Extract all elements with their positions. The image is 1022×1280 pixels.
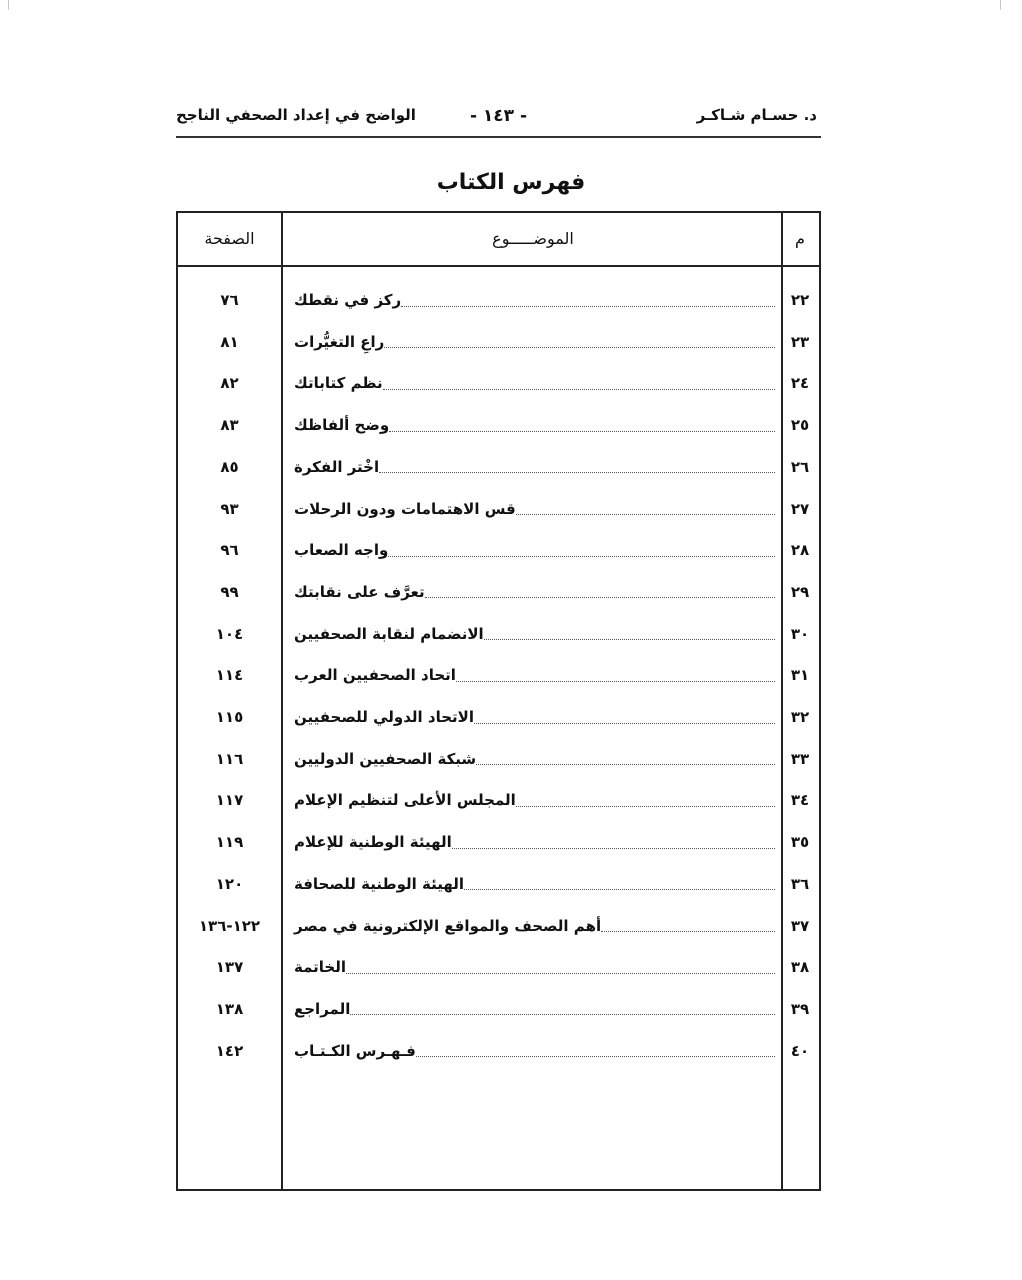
dotted-leader <box>464 889 775 890</box>
toc-row <box>178 654 819 696</box>
toc-row-topic: أهم الصحف والمواقع الإلكترونية في مصر <box>294 916 602 935</box>
page-edge-mark-left <box>8 0 9 10</box>
toc-row <box>178 571 819 613</box>
toc-row-topic-cell <box>288 571 775 613</box>
dotted-leader <box>346 973 775 974</box>
toc-row <box>178 738 819 780</box>
toc-row-topic: المجلس الأعلى لتنظيم الإعلام <box>294 791 516 810</box>
toc-row-topic: راعِ التغيُّرات <box>294 332 385 351</box>
toc-row-page: ٨٣ <box>220 416 239 435</box>
toc-row-page: ١٢٢-١٣٦ <box>198 916 261 935</box>
toc-row-topic-cell <box>288 446 775 488</box>
toc-row-number: ٢٩ <box>790 582 810 601</box>
toc-row-topic-cell <box>288 613 775 655</box>
toc-row-topic: الهيئة الوطنية للإعلام <box>294 833 452 852</box>
toc-row-page: ١٠٤ <box>215 624 244 643</box>
toc-row-page: ١١٧ <box>215 791 244 810</box>
header-book-title: الواضح في إعداد الصحفي الناجح <box>176 106 416 124</box>
toc-row-page: ١٣٧ <box>215 958 244 977</box>
toc-row-number: ٣١ <box>790 666 810 685</box>
toc-row-number: ٣٨ <box>790 958 810 977</box>
toc-row-number: ٢٢ <box>790 291 810 309</box>
toc-row-number: ٣٥ <box>790 833 810 852</box>
toc-row-page: ٨١ <box>220 332 239 351</box>
dotted-leader <box>484 639 775 640</box>
toc-row-topic-cell <box>288 1030 775 1072</box>
toc-row-page: ١١٩ <box>215 833 244 852</box>
header-page-number: - ١٤٣ - <box>469 106 528 126</box>
toc-row <box>178 696 819 738</box>
toc-row-topic-cell <box>288 905 775 947</box>
dotted-leader <box>416 1056 775 1057</box>
dotted-leader <box>456 681 775 682</box>
dotted-leader <box>474 723 775 724</box>
toc-row-number: ٢٥ <box>790 416 810 435</box>
toc-row <box>178 404 819 446</box>
toc-row-topic: اتحاد الصحفيين العرب <box>294 666 456 685</box>
column-header-number: م <box>795 229 805 248</box>
toc-row-topic: نظم كتاباتك <box>294 374 383 393</box>
toc-row-number: ٢٧ <box>790 499 810 518</box>
toc-row-topic: وضح ألفاظك <box>294 416 390 435</box>
toc-row <box>178 321 819 363</box>
toc-row <box>178 446 819 488</box>
table-of-contents <box>176 211 821 1191</box>
dotted-leader <box>452 848 775 849</box>
toc-row <box>178 821 819 863</box>
toc-row-topic: شبكة الصحفيين الدوليين <box>294 749 477 768</box>
header-author: د. حسـام شـاكـر <box>696 106 817 124</box>
toc-row-page: ١١٦ <box>215 749 244 768</box>
toc-row-page: ٩٣ <box>220 499 239 518</box>
toc-row-number: ٣٦ <box>790 874 810 893</box>
toc-row <box>178 529 819 571</box>
page-edge-mark-right <box>1000 0 1001 10</box>
dotted-leader <box>601 931 775 932</box>
toc-row-topic-cell <box>288 863 775 905</box>
toc-row-topic-cell <box>288 654 775 696</box>
toc-row-page: ٩٩ <box>220 582 239 601</box>
toc-row-page: ١٣٨ <box>215 999 244 1018</box>
toc-row-topic-cell <box>288 696 775 738</box>
running-header <box>176 100 821 138</box>
toc-row-topic-cell <box>288 946 775 988</box>
toc-row-topic: ركز في نقطك <box>294 291 402 309</box>
toc-row-topic-cell <box>288 779 775 821</box>
column-header-page: الصفحة <box>204 229 255 248</box>
toc-row <box>178 279 819 321</box>
dotted-leader <box>516 514 775 515</box>
toc-row-topic: اخْتر الفكرة <box>294 457 380 476</box>
dotted-leader <box>476 764 775 765</box>
toc-row-topic: المراجع <box>294 999 351 1018</box>
toc-row-topic-cell <box>288 404 775 446</box>
toc-row-topic: الخاتمة <box>294 958 347 977</box>
toc-row <box>178 613 819 655</box>
header-rule <box>178 265 819 267</box>
toc-row-topic: فـهـرس الكـتـاب <box>294 1041 416 1060</box>
toc-row-topic: واجه الصعاب <box>294 541 389 560</box>
toc-row-topic: تعرَّف على نقابتك <box>294 582 425 601</box>
toc-row-topic-cell <box>288 362 775 404</box>
toc-row-page: ١١٤ <box>215 666 244 685</box>
toc-row <box>178 946 819 988</box>
toc-row-topic-cell <box>288 529 775 571</box>
toc-row-number: ٣٢ <box>790 708 810 726</box>
dotted-leader <box>389 431 775 432</box>
dotted-leader <box>383 389 775 390</box>
toc-row-number: ٣٠ <box>790 624 810 643</box>
toc-row-topic-cell <box>288 988 775 1030</box>
dotted-leader <box>425 597 775 598</box>
dotted-leader <box>350 1014 775 1015</box>
toc-row <box>178 988 819 1030</box>
toc-row-page: ٨٢ <box>220 374 239 393</box>
toc-row <box>178 488 819 530</box>
toc-row <box>178 1030 819 1072</box>
toc-row-topic: الهيئة الوطنية للصحافة <box>294 874 465 893</box>
toc-row-page: ٧٦ <box>220 291 239 309</box>
toc-row-number: ٤٠ <box>790 1041 810 1060</box>
dotted-leader <box>384 347 775 348</box>
toc-row-number: ٣٤ <box>790 791 810 810</box>
toc-row-topic-cell <box>288 488 775 530</box>
toc-row <box>178 863 819 905</box>
toc-row <box>178 905 819 947</box>
dotted-leader <box>401 306 775 307</box>
toc-row-number: ٣٩ <box>790 999 810 1018</box>
toc-row <box>178 362 819 404</box>
toc-row-page: ١٢٠ <box>215 874 244 893</box>
column-header-topic: الموضـــــوع <box>492 229 574 248</box>
toc-row-number: ٢٣ <box>790 332 810 351</box>
page-title: فهرس الكتاب <box>436 170 586 195</box>
toc-row-number: ٣٧ <box>790 916 810 935</box>
toc-row-number: ٣٣ <box>790 749 810 768</box>
toc-row-topic-cell <box>288 321 775 363</box>
toc-row-number: ٢٨ <box>790 541 810 560</box>
dotted-leader <box>516 806 775 807</box>
toc-row-page: ٨٥ <box>220 457 239 476</box>
toc-row-topic: قس الاهتمامات ودون الرحلات <box>294 499 516 518</box>
toc-row-number: ٢٦ <box>790 457 810 476</box>
toc-row-topic: الانضمام لنقابة الصحفيين <box>294 624 484 643</box>
toc-row-topic-cell <box>288 821 775 863</box>
toc-row <box>178 779 819 821</box>
toc-row-page: ١٤٢ <box>215 1041 244 1060</box>
toc-row-topic: الاتحاد الدولي للصحفيين <box>294 708 474 726</box>
toc-row-topic-cell <box>288 279 775 321</box>
toc-row-number: ٢٤ <box>790 374 810 393</box>
dotted-leader <box>388 556 775 557</box>
dotted-leader <box>379 472 775 473</box>
toc-row-page: ٩٦ <box>220 541 239 560</box>
toc-row-page: ١١٥ <box>215 708 244 726</box>
toc-row-topic-cell <box>288 738 775 780</box>
